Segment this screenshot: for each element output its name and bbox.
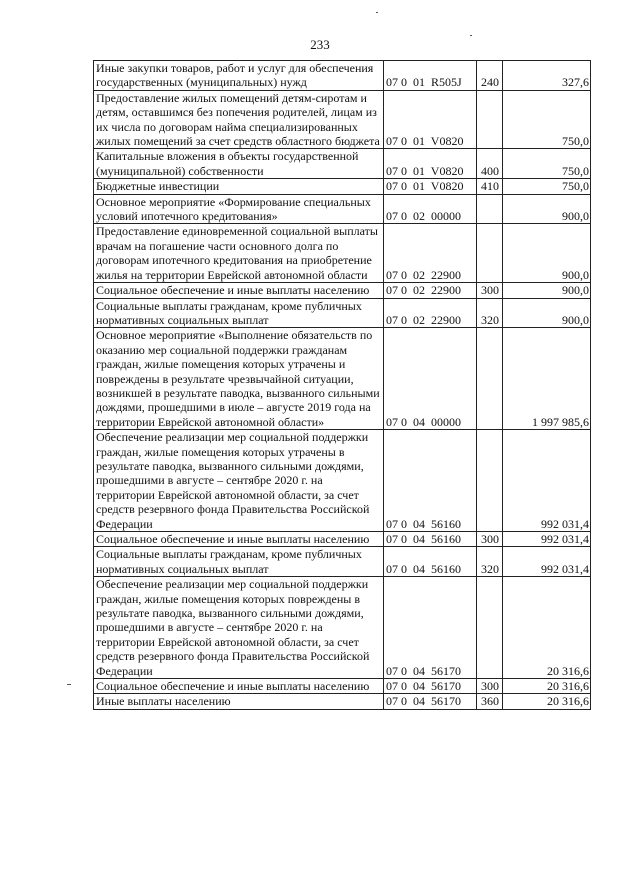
- row-name-cell: Предоставление жилых помещений детям-сиротам и детям, оставшимся без попечения родителей, лицам из их числа по договорам найма специализированных жилых помещений за счет средств областного бюджета: [94, 90, 384, 149]
- row-sum-cell: 900,0: [503, 283, 591, 298]
- row-code-cell: 07 0 04 56160: [384, 532, 477, 547]
- scan-speck: [470, 35, 472, 36]
- row-code-cell: 07 0 04 56160: [384, 547, 477, 577]
- row-code-cell: 07 0 04 56160: [384, 430, 477, 532]
- row-expense-type-cell: [477, 328, 503, 430]
- row-code-cell: 07 0 01 V0820: [384, 179, 477, 194]
- table-row: [94, 149, 591, 179]
- table-row: [94, 224, 591, 283]
- row-expense-type-cell: 300: [477, 679, 503, 694]
- row-expense-type-cell: 240: [477, 61, 503, 91]
- row-sum-cell: 750,0: [503, 90, 591, 149]
- table-row: [94, 179, 591, 194]
- row-name-cell: Капитальные вложения в объекты государственной (муниципальной) собственности: [94, 149, 384, 179]
- row-sum-cell: 20 316,6: [503, 694, 591, 709]
- row-name-cell: Бюджетные инвестиции: [94, 179, 384, 194]
- row-expense-type-cell: 320: [477, 547, 503, 577]
- row-expense-type-cell: 360: [477, 694, 503, 709]
- table-row: [94, 61, 591, 91]
- row-expense-type-cell: [477, 224, 503, 283]
- row-code-cell: 07 0 01 R505J: [384, 61, 477, 91]
- row-expense-type-cell: [477, 194, 503, 224]
- row-sum-cell: 900,0: [503, 298, 591, 328]
- table-row: [94, 679, 591, 694]
- row-expense-type-cell: 320: [477, 298, 503, 328]
- row-name-cell: Обеспечение реализации мер социальной поддержки граждан, жилые помещения которых повреждены в результате паводка, вызванного сильными дождями, прошедшими в августе – сентябре 2020 г. на территории Еврейской автономной области, за счет средств резервного фонда Правительства Российской Федерации: [94, 577, 384, 679]
- table-row: [94, 90, 591, 149]
- table-row: [94, 283, 591, 298]
- table-row: [94, 328, 591, 430]
- row-sum-cell: 992 031,4: [503, 532, 591, 547]
- row-name-cell: Основное мероприятие «Выполнение обязательств по оказанию мер социальной поддержки гражданам граждан, жилые помещения которых утрачены и повреждены в результате чрезвычайной ситуации, возникшей в результате паводка, вызванного сильными дождями, прошедшими в июле – августе 2019 года на территории Еврейской автономной области»: [94, 328, 384, 430]
- scan-speck: [376, 12, 378, 13]
- row-code-cell: 07 0 02 00000: [384, 194, 477, 224]
- row-code-cell: 07 0 01 V0820: [384, 90, 477, 149]
- row-sum-cell: 1 997 985,6: [503, 328, 591, 430]
- row-name-cell: Иные выплаты населению: [94, 694, 384, 709]
- page-number: 233: [310, 37, 330, 52]
- table-row: [94, 532, 591, 547]
- row-name-cell: Иные закупки товаров, работ и услуг для обеспечения государственных (муниципальных) нужд: [94, 61, 384, 91]
- row-expense-type-cell: 400: [477, 149, 503, 179]
- table-row: [94, 430, 591, 532]
- row-sum-cell: 900,0: [503, 194, 591, 224]
- row-code-cell: 07 0 04 56170: [384, 577, 477, 679]
- row-sum-cell: 327,6: [503, 61, 591, 91]
- row-expense-type-cell: [477, 577, 503, 679]
- budget-table-body: [94, 61, 591, 710]
- row-name-cell: Социальные выплаты гражданам, кроме публичных нормативных социальных выплат: [94, 298, 384, 328]
- row-expense-type-cell: 300: [477, 532, 503, 547]
- row-name-cell: Социальные выплаты гражданам, кроме публичных нормативных социальных выплат: [94, 547, 384, 577]
- row-code-cell: 07 0 04 00000: [384, 328, 477, 430]
- row-sum-cell: 750,0: [503, 179, 591, 194]
- budget-table: [93, 60, 591, 710]
- row-code-cell: 07 0 01 V0820: [384, 149, 477, 179]
- row-sum-cell: 900,0: [503, 224, 591, 283]
- row-sum-cell: 20 316,6: [503, 679, 591, 694]
- table-row: [94, 577, 591, 679]
- row-code-cell: 07 0 04 56170: [384, 694, 477, 709]
- row-expense-type-cell: 300: [477, 283, 503, 298]
- row-code-cell: 07 0 04 56170: [384, 679, 477, 694]
- row-sum-cell: 992 031,4: [503, 430, 591, 532]
- row-name-cell: Социальное обеспечение и иные выплаты населению: [94, 679, 384, 694]
- row-code-cell: 07 0 02 22900: [384, 283, 477, 298]
- row-name-cell: Обеспечение реализации мер социальной поддержки граждан, жилые помещения которых утрачены в результате паводка, вызванного сильными дождями, прошедшими в августе – сентябре 2020 г. на территории Еврейской автономной области, за счет средств резервного фонда Правительства Российской Федерации: [94, 430, 384, 532]
- row-expense-type-cell: [477, 90, 503, 149]
- row-sum-cell: 992 031,4: [503, 547, 591, 577]
- row-code-cell: 07 0 02 22900: [384, 298, 477, 328]
- row-code-cell: 07 0 02 22900: [384, 224, 477, 283]
- row-sum-cell: 750,0: [503, 149, 591, 179]
- table-row: [94, 694, 591, 709]
- row-name-cell: Социальное обеспечение и иные выплаты населению: [94, 283, 384, 298]
- row-name-cell: Социальное обеспечение и иные выплаты населению: [94, 532, 384, 547]
- row-sum-cell: 20 316,6: [503, 577, 591, 679]
- scan-speck: [67, 684, 71, 685]
- row-name-cell: Предоставление единовременной социальной выплаты врачам на погашение части основного долга по договорам ипотечного кредитования на приобретение жилья на территории Еврейской автономной области: [94, 224, 384, 283]
- row-expense-type-cell: 410: [477, 179, 503, 194]
- table-row: [94, 547, 591, 577]
- row-expense-type-cell: [477, 430, 503, 532]
- table-row: [94, 298, 591, 328]
- table-row: [94, 194, 591, 224]
- row-name-cell: Основное мероприятие «Формирование специальных условий ипотечного кредитования»: [94, 194, 384, 224]
